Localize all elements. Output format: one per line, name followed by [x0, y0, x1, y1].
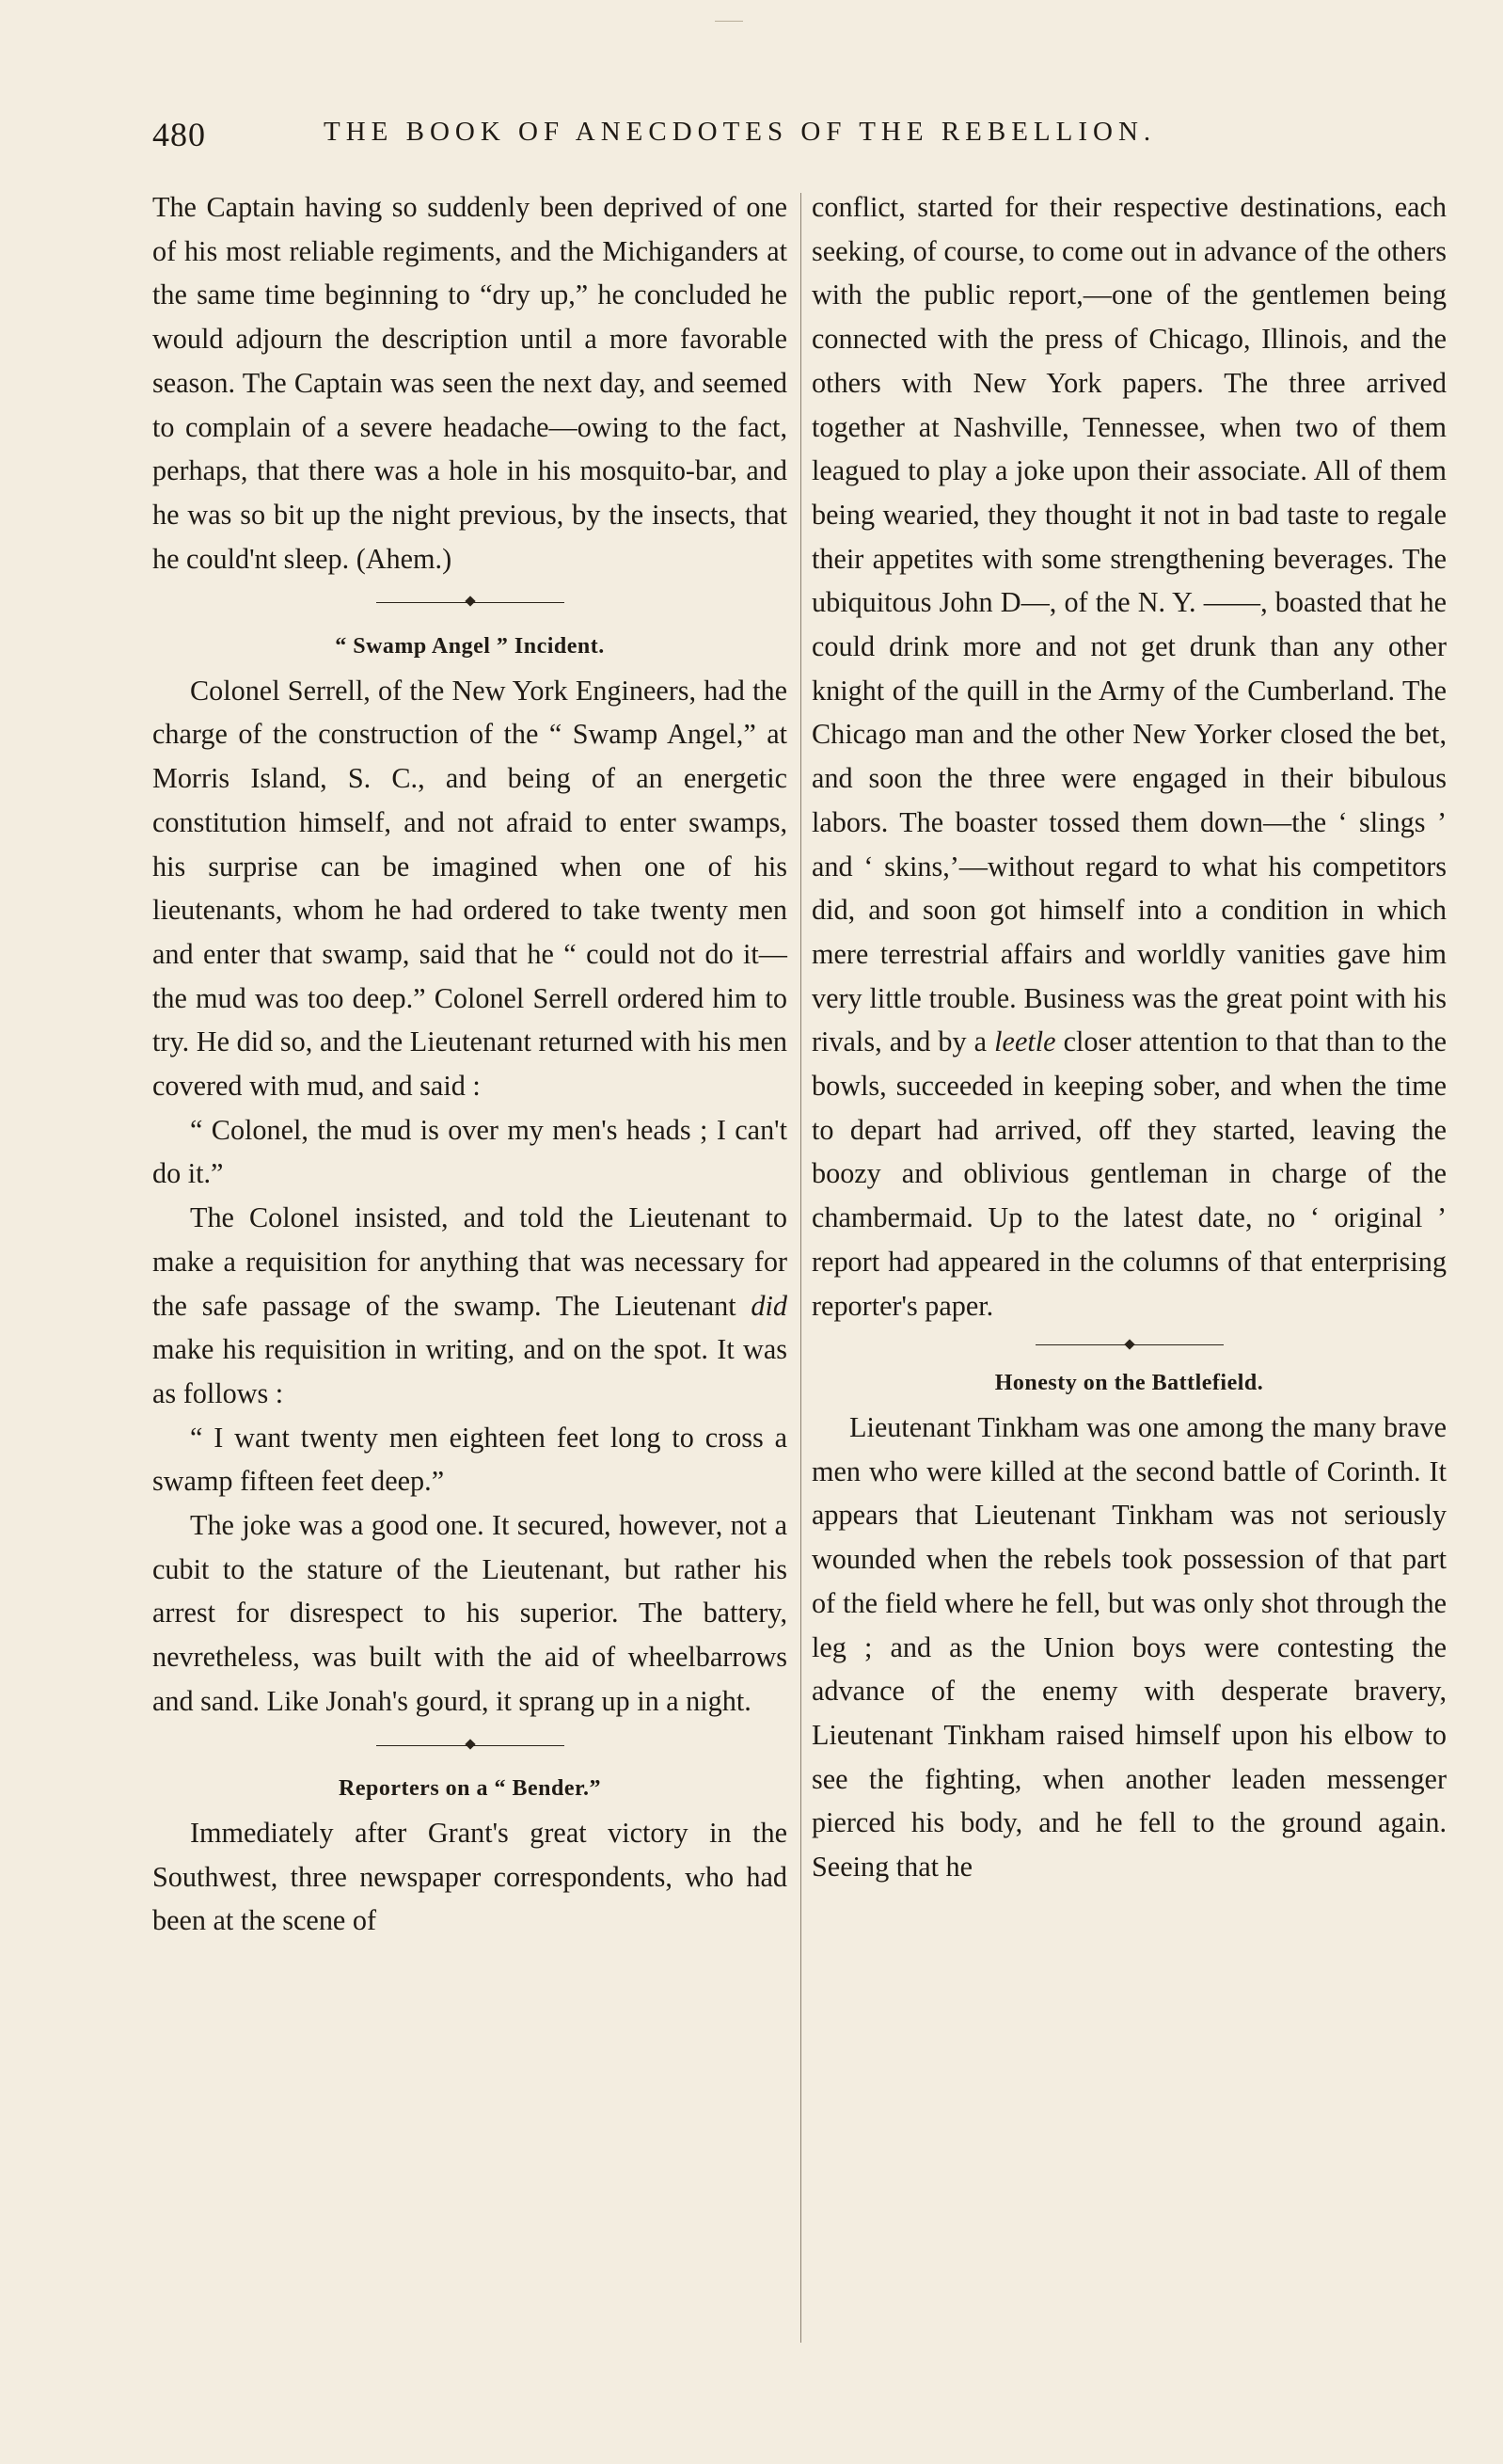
column-divider: [800, 193, 801, 2343]
top-mark: [715, 21, 743, 22]
running-head: [152, 115, 1319, 162]
paragraph-captain-conclusion: The Captain having so suddenly been deprived of one of his most reliable regiments, and the Michiganders at the same time beginning to “dry up,” he concluded he would adjourn the description until a more favorable season. The Captain was seen the next day, and seemed to complain of a severe headache—owing to the fact, perhaps, that there was a hole in his mosquito-bar, and he was so bit up the night previous, by the insects, that he could'nt sleep. (Ahem.): [152, 191, 787, 575]
paragraph-colonel-serrell: Colonel Serrell, of the New York Engineers, had the charge of the construction of the “ Swamp Angel,” at Morris Island, S. C., and being of an energetic constitution himself, and not afraid to enter swamps, his surprise can be imagined when one of his lieutenants, whom he had ordered to take twenty men and enter that swamp, said that he “ could not do it—the mud was too deep.” Colonel Serrell ordered him to try. He did so, and the Lieutenant returned with his men covered with mud, and said :: [152, 674, 787, 1103]
section-ornament: [812, 1327, 1447, 1361]
paragraph-requisition: [152, 1196, 787, 1416]
section-ornament: [152, 580, 787, 625]
heading-honesty-battlefield: Honesty on the Battlefield.: [994, 1371, 1264, 1396]
running-title: THE BOOK OF ANECDOTES OF THE REBELLION.: [324, 117, 1157, 147]
reporters-emphasis: leetle: [994, 1025, 1056, 1058]
reporters-text-a: conflict, started for their respective destinations, each seeking, of course, to come out in advance of the others with the public report,—one of the gentlemen being connected with the press of Chicago, Illinois, and the others with New York papers. The three arrived together at Nashville, Tennessee, when two of them leagued to play a joke upon their associate. All of them being wearied, they thought it not in bad taste to regale their appetites with some strengthening beverages. The ubiquitous John D—, of the N. Y. ——, boasted that he could drink more and not get drunk than any other knight of the quill in the Army of the Cumberland. The Chicago man and the other New Yorker closed the bet, and soon the three were engaged in their bibulous labors. The boaster tossed them down—the ‘ slings ’ and ‘ skins,’—without regard to what his competitors did, and soon got himself into a condition in which mere terrestrial affairs and worldly vanities gave him very little trouble. Business was the great point with his rivals, and by a: [812, 191, 1447, 1058]
page-number: 480: [152, 116, 206, 153]
heading-reporters-bender: Reporters on a “ Bender.”: [339, 1776, 601, 1802]
requisition-text-b: make his requisition in writing, and on the spot. It was as follows :: [152, 1333, 787, 1409]
paragraph-reporters-start: Immediately after Grant's great victory in the Southwest, three newspaper correspondents, who had been at the scene of: [152, 1816, 787, 1937]
paragraph-twenty-men-quote: “ I want twenty men eighteen feet long to cross a swamp fifteen feet deep.”: [152, 1421, 787, 1498]
requisition-text-a: The Colonel insisted, and told the Lieutenant to make a requisition for anything that was necessary for the safe passage of the swamp. The Lieutenant: [152, 1201, 787, 1322]
section-ornament: [152, 1724, 787, 1768]
reporters-text-b: closer attention to that than to the bowls, succeeded in keeping sober, and when the time to depart had arrived, off they started, leaving the boozy and oblivious gentleman in charge of the chambermaid. Up to the latest date, no ‘ original ’ report had appeared in the columns of that enterprising reporter's paper.: [812, 1025, 1447, 1322]
heading-swamp-angel: “ Swamp Angel ” Incident.: [335, 634, 605, 660]
requisition-emphasis: did: [751, 1289, 787, 1322]
paragraph-tinkham: Lieutenant Tinkham was one among the many brave men who were killed at the second battle of Corinth. It appears that Lieutenant Tinkham was not seriously wounded when the rebels took possession of that part of the field where he fell, but was only shot through the leg ; and as the Union boys were contesting the advance of the enemy with desperate bravery, Lieutenant Tinkham raised himself upon his elbow to see the fighting, when another leaden messenger pierced his body, and he fell to the ground again. Seeing that he: [812, 1410, 1447, 1884]
paragraph-joke: The joke was a good one. It secured, however, not a cubit to the stature of the Lieutenant, but rather his arrest for disrespect to his superior. The battery, nevretheless, was built with the aid of wheelbarrows and sand. Like Jonah's gourd, it sprang up in a night.: [152, 1509, 787, 1717]
left-column: [152, 185, 787, 1943]
right-column: [812, 185, 1447, 1889]
paragraph-mud-quote: “ Colonel, the mud is over my men's heads ; I can't do it.”: [152, 1113, 787, 1190]
paragraph-reporters-continued: [812, 185, 1447, 1327]
